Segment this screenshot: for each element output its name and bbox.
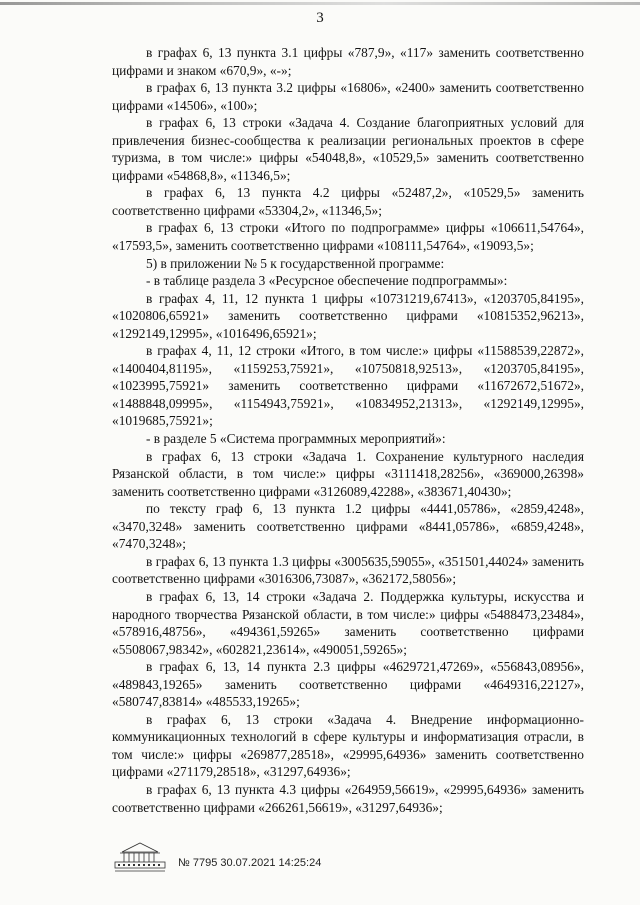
paragraph: в графах 6, 13 пункта 4.2 цифры «52487,2», «10529,5» заменить соответственно цифрами «53304,2», «11346,5»; [112,185,584,218]
paragraph: в графах 4, 11, 12 пункта 1 цифры «10731219,67413», «1203705,84195», «1020806,65921» заменить соответственно цифрами «10815352,96213», «1292149,12995», «1016496,65921»; [112,290,584,341]
paragraph: в графах 6, 13, 14 пункта 2.3 цифры «4629721,47269», «556843,08956», «489843,19265» заменить соответственно цифрами «4649316,22127», «580747,83814» «485533,19265»; [112,659,584,710]
page-number: 3 [316,10,324,26]
scan-edge [0,2,640,5]
paragraph: 5) в приложении № 5 к государственной программе: [146,255,445,271]
paragraph: в графах 6, 13 пункта 4.3 цифры «264959,56619», «29995,64936» заменить соответственно цифрами «266261,56619», «31297,64936»; [112,781,584,815]
government-building-logo [112,838,168,872]
paragraph: в графах 6, 13 пункта 3.2 цифры «16806», «2400» заменить соответственно цифрами «14506», «100»; [112,80,584,113]
paragraph: - в разделе 5 «Система программных мероприятий»: [146,431,446,447]
footer [112,838,412,878]
paragraph: в графах 6, 13 строки «Задача 4. Внедрение информационно-коммуникационных технологий в сфере культуры и информатизация отрасли, в том числе:» цифры «269877,28518», «29995,64936» заменить соответственно цифрами «271179,28518», «31297,64936»; [112,711,584,780]
paragraph: - в таблице раздела 3 «Ресурсное обеспечение подпрограммы»: [146,273,508,289]
document-registration-number: № 7795 30.07.2021 14:25:24 [178,857,322,869]
paragraph: в графах 6, 13, 14 строки «Задача 2. Поддержка культуры, искусства и народного творчества Рязанской области, в том числе:» цифры «5488473,23484», «578916,48756», «494361,59265» заменить соответственно цифрами «5508067,98342», «602821,23614», «490051,59265»; [112,588,584,657]
document-body [112,44,584,816]
paragraph: в графах 6, 13 строки «Задача 4. Создание благоприятных условий для привлечения бизнес-сообщества к реализации региональных проектов в сфере туризма, в том числе:» цифры «54048,8», «10529,5» заменить соответственно цифрами «54868,8», «11346,5»; [112,115,584,183]
paragraph: в графах 6, 13 пункта 3.1 цифры «787,9», «117» заменить соответственно цифрами и знаком «670,9», «-»; [112,45,584,78]
paragraph: в графах 6, 13 строки «Итого по подпрограмме» цифры «106611,54764», «17593,5», заменить соответственно цифрами «108111,54764», «19093,5»; [112,220,584,254]
paragraph: по тексту граф 6, 13 пункта 1.2 цифры «4441,05786», «2859,4248», «3470,3248» заменить соответственно цифрами «8441,05786», «6859,4248», «7470,3248»; [112,501,584,552]
paragraph: в графах 4, 11, 12 строки «Итого, в том числе:» цифры «11588539,22872», «1400404,81195», «1159253,75921», «10750818,92513», «1203705,84195», «1023995,75921» заменить соответственно цифрами «11672672,51672», «1488848,09995», «1154943,75921», «10834952,21313», «1292149,12995», «1019685,75921»; [112,343,584,429]
paragraph: в графах 6, 13 пункта 1.3 цифры «3005635,59055», «351501,44024» заменить соответственно цифрами «3016306,73087», «362172,58056»; [112,553,584,587]
paragraph: в графах 6, 13 строки «Задача 1. Сохранение культурного наследия Рязанской области, в том числе:» цифры «3111418,28256», «369000,26398» заменить соответственно цифрами «3126089,42288», «383671,40430»; [112,448,584,499]
